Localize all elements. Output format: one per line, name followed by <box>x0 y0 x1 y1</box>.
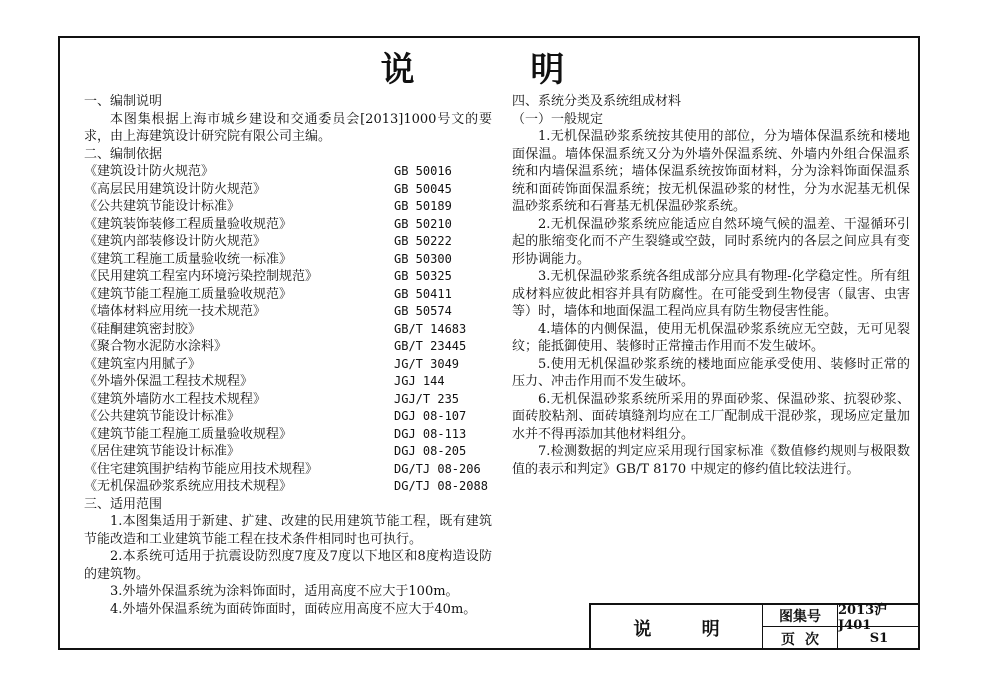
section-3-item-4: 4.外墙外保温系统为面砖饰面时，面砖应用高度不应大于40m。 <box>110 601 477 617</box>
section-3-item-3: 3.外墙外保温系统为涂料饰面时，适用高度不应大于100m。 <box>110 584 459 599</box>
right-column <box>512 93 910 478</box>
section-4-item-4: 4.墙体的内侧保温，使用无机保温砂浆系统应无空鼓，无可见裂纹；能抵御使用、装修时正常撞击作用而不发生破坏。 <box>512 321 910 354</box>
page-title: 说 明 <box>380 50 617 90</box>
reference-name: 《建筑设计防火规范》 <box>84 164 215 179</box>
reference-row <box>84 356 492 374</box>
reference-code: DG/TJ 08-2088 <box>394 479 488 493</box>
reference-name: 《建筑外墙防水工程技术规程》 <box>84 391 267 407</box>
reference-row <box>84 338 492 356</box>
reference-code: GB 50222 <box>394 234 452 248</box>
reference-code: GB 50210 <box>394 216 452 231</box>
section-4-item-7: 7.检测数据的判定应采用现行国家标准《数值修约规则与极限数值的表示和判定》GB/T 8170 中规定的修约值比较法进行。 <box>512 444 910 477</box>
reference-name: 《硅酮建筑密封胶》 <box>84 321 202 337</box>
reference-row <box>84 216 492 234</box>
reference-row <box>84 163 492 181</box>
section-4-item-2: 2.无机保温砂浆系统应能适应自然环境气候的温差、干湿循环引起的胀缩变化而不产生裂缝或空鼓，同时系统内的各层之间应具有变形协调能力。 <box>512 216 910 267</box>
reference-row <box>84 373 492 391</box>
reference-name: 《民用建筑工程室内环境污染控制规范》 <box>84 269 319 284</box>
reference-code: GB 50045 <box>394 181 452 196</box>
section-4-item-6: 6.无机保温砂浆系统所采用的界面砂浆、保温砂浆、抗裂砂浆、面砖胶粘剂、面砖填缝剂均应在工厂配制成干混砂浆，现场应定量加水并不得再添加其他材料组分。 <box>512 391 910 442</box>
reference-name: 《建筑装饰装修工程质量验收规范》 <box>84 216 293 232</box>
reference-code: DG/TJ 08-206 <box>394 461 481 476</box>
reference-code: GB/T 23445 <box>394 339 467 353</box>
reference-name: 《居住建筑节能设计标准》 <box>84 444 241 459</box>
section-4-item-1: 1.无机保温砂浆系统按其使用的部位，分为墙体保温系统和楼地面保温。墙体保温系统又分为外墙外保温系统、外墙内外组合保温系统和内墙保温系统；墙体保温系统按饰面材料，分为涂料饰面保温系统和面砖饰面保温系统；按无机保温砂浆的材性，分为水泥基无机保温砂浆系统和石膏基无机保温砂浆系统。 <box>512 129 910 214</box>
reference-row <box>84 303 492 321</box>
reference-code: JGJ/T 235 <box>394 391 460 406</box>
page-number-value: S1 <box>869 631 889 646</box>
reference-list <box>84 163 492 496</box>
reference-row <box>84 198 492 216</box>
section-2-heading: 二、编制依据 <box>84 146 163 162</box>
reference-code: GB 50411 <box>394 286 452 301</box>
reference-name: 《墙体材料应用统一技术规范》 <box>84 304 267 319</box>
reference-row <box>84 443 492 461</box>
section-1-paragraph: 本图集根据上海市城乡建设和交通委员会[2013]1000号文的要求，由上海建筑设计研究院有限公司主编。 <box>84 111 492 144</box>
reference-code: GB 50016 <box>394 164 452 178</box>
reference-name: 《建筑节能工程施工质量验收规程》 <box>84 426 293 442</box>
reference-name: 《住宅建筑围护结构节能应用技术规程》 <box>84 461 319 477</box>
reference-code: JGJ 144 <box>394 374 445 388</box>
reference-row <box>84 268 492 286</box>
reference-code: GB 50300 <box>394 251 452 266</box>
title-block <box>589 603 920 650</box>
page-number-label: 页次 <box>763 627 838 650</box>
reference-name: 《公共建筑节能设计标准》 <box>84 199 241 214</box>
reference-name: 《公共建筑节能设计标准》 <box>84 409 241 424</box>
reference-code: GB 50325 <box>394 269 452 283</box>
atlas-number-label: 图集号 <box>763 605 838 627</box>
reference-name: 《高层民用建筑设计防火规范》 <box>84 181 267 197</box>
reference-row <box>84 478 492 496</box>
reference-name: 《聚合物水泥防水涂料》 <box>84 339 228 354</box>
reference-name: 《建筑内部装修设计防火规范》 <box>84 234 267 249</box>
reference-row <box>84 286 492 304</box>
reference-name: 《建筑室内用腻子》 <box>84 356 202 372</box>
section-3-heading: 三、适用范围 <box>84 496 163 512</box>
reference-name: 《建筑工程施工质量验收统一标准》 <box>84 251 293 267</box>
section-3-item-2: 2.本系统可适用于抗震设防烈度7度及7度以下地区和8度构造设防的建筑物。 <box>84 549 492 582</box>
section-1-heading: 一、编制说明 <box>84 94 163 109</box>
reference-row <box>84 251 492 269</box>
section-3-item-1: 1.本图集适用于新建、扩建、改建的民用建筑节能工程，既有建筑节能改造和工业建筑节能工程在技术条件相同时也可执行。 <box>84 514 492 547</box>
left-column <box>84 93 492 618</box>
atlas-number-value: 2013沪J401 <box>838 605 920 627</box>
reference-code: DGJ 08-113 <box>394 426 467 441</box>
reference-code: JG/T 3049 <box>394 356 460 371</box>
reference-row <box>84 408 492 426</box>
reference-code: DGJ 08-107 <box>394 409 467 423</box>
reference-name: 《建筑节能工程施工质量验收规范》 <box>84 286 293 302</box>
section-4-subheading: （一）一般规定 <box>512 111 604 127</box>
section-4-item-3: 3.无机保温砂浆系统各组成部分应具有物理-化学稳定性。所有组成材料应彼此相容并具有防腐性。在可能受到生物侵害（鼠害、虫害等）时，墙体和地面保温工程尚应具有防生物侵害性能。 <box>512 269 910 319</box>
reference-code: DGJ 08-205 <box>394 444 467 458</box>
reference-row <box>84 391 492 409</box>
reference-code: GB/T 14683 <box>394 321 467 336</box>
title-block-name: 说 明 <box>591 605 763 650</box>
reference-code: GB 50574 <box>394 304 452 318</box>
reference-code: GB 50189 <box>394 199 452 213</box>
reference-row <box>84 426 492 444</box>
section-4-heading: 四、系统分类及系统组成材料 <box>512 94 682 109</box>
reference-name: 《外墙外保温工程技术规程》 <box>84 374 254 389</box>
reference-name: 《无机保温砂浆系统应用技术规程》 <box>84 479 293 494</box>
reference-row <box>84 321 492 339</box>
reference-row <box>84 233 492 251</box>
section-4-item-5: 5.使用无机保温砂浆系统的楼地面应能承受使用、装修时正常的压力、冲击作用而不发生破坏。 <box>512 356 910 389</box>
reference-row <box>84 181 492 199</box>
reference-row <box>84 461 492 479</box>
